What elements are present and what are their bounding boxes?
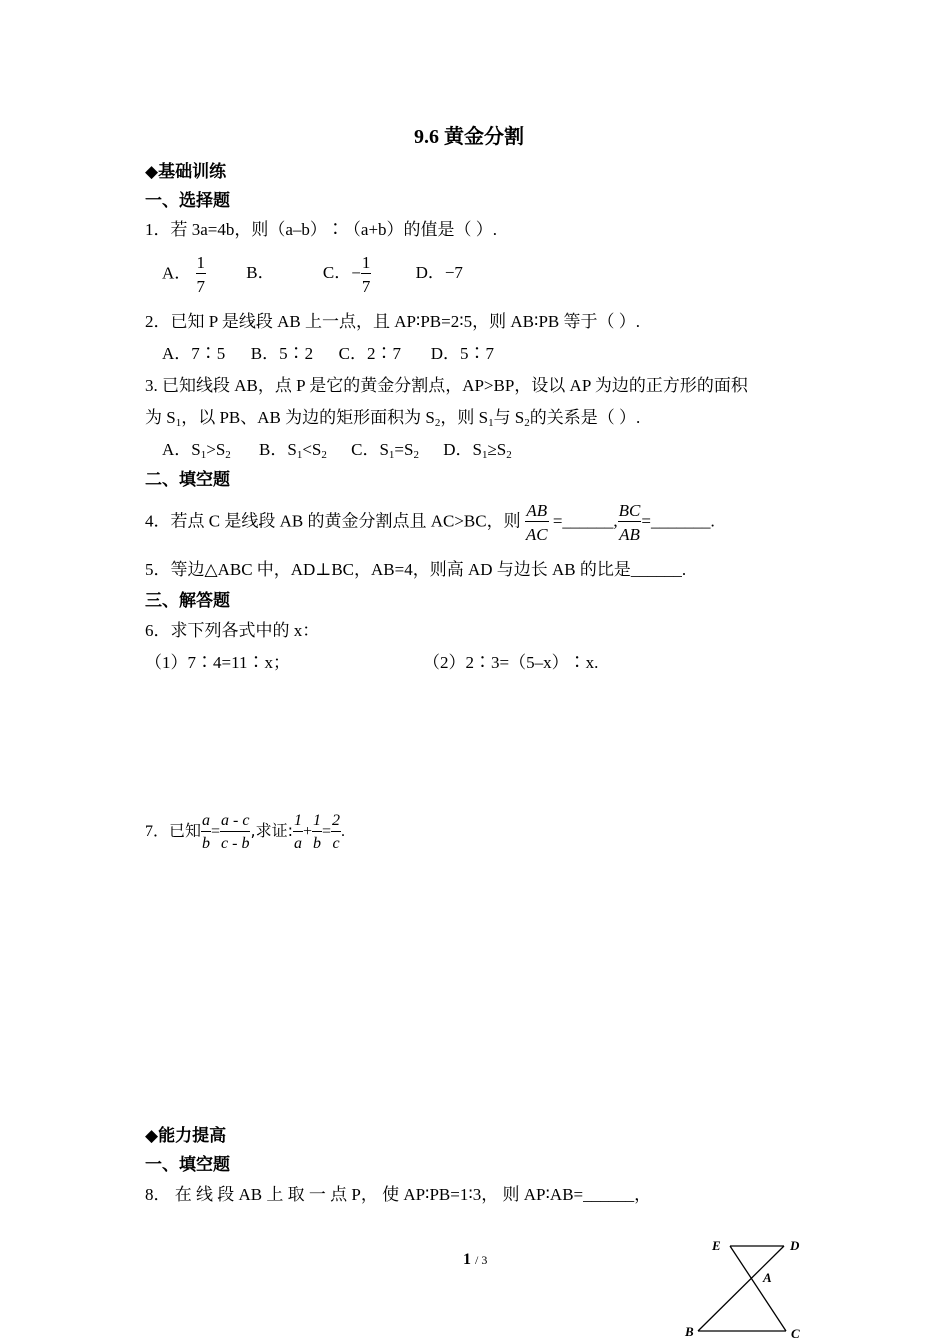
question-3-line-2 — [145, 408, 641, 429]
q1-option-a-fraction — [196, 254, 207, 295]
q3-text: 的关系是（ ）. — [529, 408, 641, 427]
fraction-denominator: c — [332, 835, 340, 852]
label-D: D — [790, 1238, 800, 1253]
q1-option-d-label: D．−7 — [415, 263, 463, 283]
fraction-numerator: AB — [526, 501, 548, 520]
fraction-numerator: 2 — [331, 813, 341, 832]
fraction-numerator: 1 — [361, 253, 371, 272]
q1-option-b-label: B． — [246, 263, 275, 283]
q7-prove: ,求证: — [250, 821, 293, 841]
page-total: / 3 — [475, 1253, 488, 1267]
q1-option-c-label: C． — [322, 263, 352, 283]
section-solve: 三、解答题 — [145, 591, 230, 610]
fraction-denominator: AB — [619, 525, 640, 544]
section-basic-training: ◆基础训练 — [145, 162, 227, 181]
q3-text: ，以 PB、AB 为边的矩形面积为 S — [181, 408, 435, 427]
section-fill-in: 二、填空题 — [145, 470, 230, 489]
q3-option-c: C．$S_1=S_2$ — [351, 440, 419, 461]
fraction-numerator: a — [201, 813, 211, 832]
q7-end: . — [341, 823, 346, 841]
question-7 — [145, 813, 345, 852]
fraction-numerator: a - c — [220, 813, 250, 832]
q1-option-a-label: A． — [162, 263, 192, 283]
q7-prefix: 7．已知 — [145, 823, 202, 841]
subscript: 1 — [488, 417, 494, 429]
label-E: E — [712, 1238, 721, 1253]
fraction-denominator: b — [202, 835, 211, 852]
q3-text: 为 S — [145, 408, 176, 427]
q4-fraction-bc-ab — [618, 502, 642, 543]
question-4 — [145, 502, 715, 543]
q4-fraction-ab-ac — [525, 502, 549, 543]
fraction-numerator: 1 — [293, 813, 303, 832]
q1-option-c-fraction — [361, 254, 372, 295]
page-current: 1 — [463, 1251, 471, 1268]
page-title: 9.6 黄金分割 — [414, 126, 524, 148]
section-choice: 一、选择题 — [145, 191, 230, 210]
segment-DB — [698, 1246, 784, 1331]
q3-option-b: B．$S_1<S_2$ — [259, 440, 327, 461]
q3-text: 与 S — [493, 408, 525, 427]
subscript: 2 — [434, 417, 441, 429]
subscript: 2 — [524, 417, 530, 429]
question-6-part-2: （2）2∶3=（5–x）∶x. — [423, 653, 599, 672]
segment-EC — [730, 1246, 786, 1331]
hourglass-triangle-figure — [680, 1232, 810, 1344]
subscript: 1 — [175, 417, 182, 429]
q4-blank-2: =_______. — [641, 511, 715, 531]
fraction-denominator: b — [313, 835, 321, 852]
question-1-stem: 1．若 3a=4b，则（a–b）∶（a+b）的值是（ ）. — [145, 220, 498, 239]
question-8-stem: 8． 在 线 段 AB 上 取 一 点 P， 使 AP∶PB=1∶3， 则 AP∶AB=______， — [145, 1185, 652, 1204]
q4-stem: 4．若点 C 是线段 AB 的黄金分割点且 AC>BC，则 — [145, 511, 521, 531]
q7-fraction-2-c — [331, 813, 341, 852]
question-6-part-1: （1）7∶4=11∶x； — [145, 653, 290, 672]
fraction-denominator: 7 — [196, 277, 206, 296]
question-6-stem: 6．求下列各式中的 x： — [145, 621, 320, 640]
section-ability: ◆能力提高 — [145, 1126, 227, 1145]
q4-blank-1: =______, — [552, 511, 618, 531]
question-3-options — [162, 440, 512, 461]
fraction-numerator: 1 — [196, 253, 206, 272]
q7-fraction-ac-cb — [220, 813, 250, 852]
q3-option-d: D．$S_1\ge S_2$ — [443, 440, 512, 461]
question-1-options — [162, 254, 463, 295]
question-2-options: A．7∶5 B．5∶2 C．2∶7 D．5∶7 — [162, 344, 494, 363]
question-3-line-1: 3. 已知线段 AB，点 P 是它的黄金分割点，AP>BP，设以 AP 为边的正方形的面积 — [145, 376, 748, 395]
fraction-numerator: BC — [618, 501, 641, 520]
label-A: A — [763, 1270, 772, 1285]
q7-fraction-1-b — [312, 813, 322, 852]
label-C: C — [791, 1326, 800, 1341]
q1-option-c-sign: − — [351, 263, 361, 283]
question-5-stem: 5．等边△ABC 中，AD⊥BC，AB=4，则高 AD 与边长 AB 的比是______. — [145, 560, 687, 579]
section-ability-fill-in: 一、填空题 — [145, 1155, 230, 1174]
q3-option-a: A．$S_1>S_2$ — [162, 440, 231, 461]
fraction-denominator: 7 — [361, 277, 371, 296]
fraction-denominator: c - b — [221, 835, 250, 852]
q7-fraction-a-b — [201, 813, 211, 852]
page-number — [463, 1252, 487, 1268]
fraction-numerator: 1 — [312, 813, 322, 832]
q7-equals: = — [211, 823, 221, 841]
label-B: B — [685, 1324, 694, 1339]
q3-text: ，则 S — [440, 408, 489, 427]
question-2-stem: 2．已知 P 是线段 AB 上一点，且 AP∶PB=2∶5，则 AB∶PB 等于（ ）. — [145, 312, 640, 331]
fraction-denominator: a — [293, 835, 302, 852]
q7-plus: + — [302, 823, 312, 841]
fraction-denominator: AC — [525, 525, 548, 544]
q7-fraction-1-a — [293, 813, 303, 852]
q7-equals-2: = — [322, 823, 332, 841]
